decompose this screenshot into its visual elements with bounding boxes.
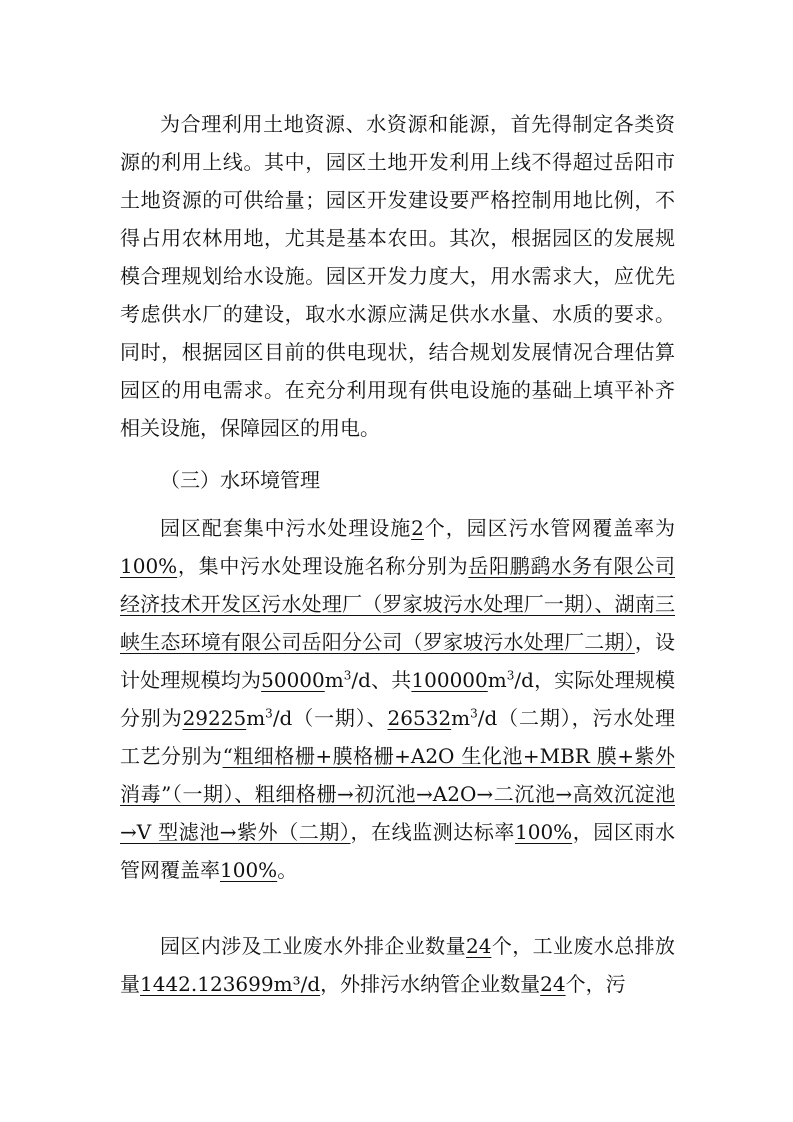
paragraph-sewage-facilities	[120, 509, 675, 889]
section-heading-water-management: （三）水环境管理	[160, 468, 320, 492]
text-segment: ，在线监测达标率	[350, 820, 515, 844]
treatment-process: “粗细格栅+膜格栅+A2O 生化池+MBR 膜+紫外消毒”（一期）、粗细格栅→初沉池→A2O→二沉池→高效沉淀池→V 型滤池→紫外（二期）	[120, 744, 676, 844]
unit-superscript: 3	[506, 668, 515, 683]
facility-names: 岳阳鹏鹞水务有限公司经济技术开发区污水处理厂（罗家坡污水处理厂一期）、湖南三峡生态环境有限公司岳阳分公司（罗家坡污水处理厂二期）	[120, 554, 676, 654]
text-segment: 园区内涉及工业废水外排企业数量	[160, 934, 466, 958]
unit-superscript: 3	[470, 706, 478, 721]
actual-capacity-phase-1: 29225	[182, 706, 247, 730]
unit-superscript: 3	[343, 668, 352, 683]
text-segment: ，外排污水纳管企业数量	[320, 972, 541, 996]
text-segment: ，实际处理规模分别为	[120, 668, 676, 730]
unit-superscript: 3	[265, 706, 273, 721]
unit: m	[246, 706, 266, 730]
unit: m	[487, 668, 507, 692]
text-segment: 个，污	[565, 972, 626, 996]
design-capacity-total: 100000	[411, 668, 488, 692]
unit: /d	[351, 668, 371, 692]
facility-count: 2	[411, 516, 424, 540]
text-segment: ，园区雨水管网覆盖率	[120, 820, 675, 882]
discharge-volume: 1442.123699m³/d	[140, 972, 321, 996]
sewer-enterprise-count: 24	[540, 972, 566, 996]
unit: m	[324, 668, 344, 692]
text-segment: 个，工业废水总排放量	[120, 934, 676, 996]
paragraph-industrial-wastewater	[120, 927, 675, 1003]
unit: /d（一期）	[272, 706, 367, 730]
unit: /d（二期）	[477, 706, 572, 730]
text-segment: ，污水处理工艺分别为	[120, 706, 676, 768]
paragraph-resource-limits: 为合理利用土地资源、水资源和能源，首先得制定各类资源的利用上线。其中，园区土地开发利用上线不得超过岳阳市土地资源的可供给量；园区开发建设要严格控制用地比例，不得占用农林用地，尤其是基本农田。其次，根据园区的发展规模合理规划给水设施。园区开发力度大，用水需求大，应优先考虑供水厂的建设，取水水源应满足供水水量、水质的要求。同时，根据园区目前的供电现状，结合规划发展情况合理估算园区的用电需求。在充分利用现有供电设施的基础上填平补齐相关设施，保障园区的用电。	[120, 112, 675, 440]
unit: /d	[514, 668, 534, 692]
text-segment: 个，园区污水管网覆盖率为	[423, 516, 676, 540]
discharge-enterprise-count: 24	[465, 934, 492, 958]
text-segment: 园区配套集中污水处理设施	[160, 516, 412, 540]
text-segment: ，设计处理规模均为	[120, 630, 676, 692]
text-segment: 、	[366, 706, 388, 730]
text-segment: ，集中污水处理设施名称分别为	[177, 554, 469, 578]
design-capacity-each: 50000	[261, 668, 325, 692]
online-monitoring-rate: 100%	[515, 820, 573, 844]
actual-capacity-phase-2: 26532	[387, 706, 452, 730]
sewer-coverage-value: 100%	[120, 554, 178, 578]
unit: m	[451, 706, 471, 730]
text-segment: 、共	[370, 668, 412, 692]
rain-coverage-value: 100%	[220, 858, 278, 882]
text-segment: 。	[277, 858, 298, 882]
